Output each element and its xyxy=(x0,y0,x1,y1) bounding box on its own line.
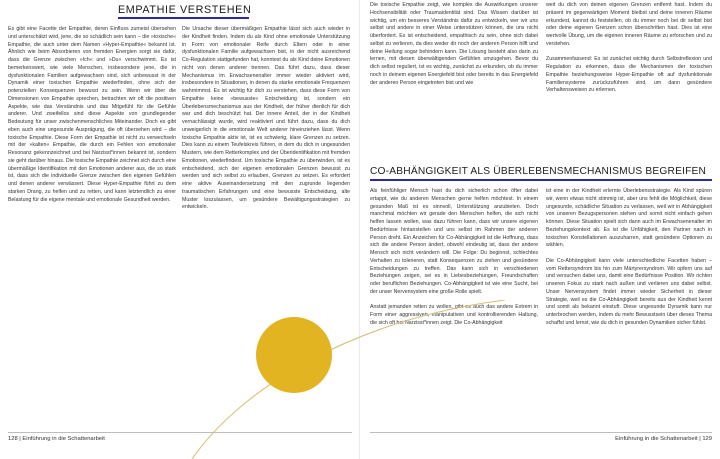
paragraph: Es gibt eine Facette der Empathie, deren Einfluss zumeist übersehen und unterschätzt wird, jene, die so schädlich sein kann – die »toxische« Empathie, die auch unter dem Namen »Hyper-Empathie« bekannt ist. Ähnlich wie beim Absorbieren von fremden Energien sorgt sie dafür, dass die Grenze zwischen »Ich« und »Du« verschwimmt. Es ist bemerkenswert, wie viele Menschen, insbesondere jene, die in dysfunktionalen Familien aufgewachsen sind, sich unbewusst in der Dynamik einer toxischen Empathie wiederfinden, ohne sich der potenziellen Konsequenzen bewusst zu sein. Wenn wir über die Dimensionen von Empathie sprechen, betrachten wir oft die positiven Aspekte, wie das Verständnis und das Mitgefühl für die Gefühle anderer. Und zweifellos sind diese Aspekte von grundlegender Bedeutung für unser zwischenmenschliches Miteinander. Doch es gibt eben auch eine ungesunde Ausprägung, die oft übersehen wird – die toxische Empathie. Diese Form der Empathie ist nicht zu verwechseln mit der »kalten« Empathie, die durch ein Fehlen von emotionaler Resonanz gekennzeichnet und bei Narzisst*innen bekannt ist, sondern sie geht darüber hinaus. Die toxische Empathie zeichnet sich durch eine übermäßige Identifikation mit den Emotionen anderer aus, die so stark ist, dass sich die individuelle Grenze zwischen den eigenen Gefühlen und denen anderer verwässert. Diese Hyper-Empathie führt zu dem starken Drang, zu helfen und zu retten, und kann letztendlich zu einer Belastung für die eigene mentale und emotionale Gesundheit werden. xyxy=(8,26,176,203)
paragraph: Die toxische Empathie zeigt, wie komplex die Auswirkungen unserer Hochsensibilität oder Traumaidentität sind. Das Wissen darüber ist wichtig, um ein besseres Verständnis dafür zu entwickeln, wer wir uns selbst und andere in einer Weise unterstützen können, die uns nicht überfordert. Es ist entscheidend, empathisch zu sein, ohne sich dabei selbst zu verlieren, da dies weder dir noch der anderen Person hilft und deine Heilung sogar behindern kann. Die Lösung besteht also darin zu lernen, mit diesen überwältigenden Gefühlen umzugehen. Bevor du dich selbst reguliert, ist es wichtig, zunächst zu erkunden, ob du immer noch in deinem eigenen Energiefeld bist oder bereits in das Energiefeld der anderen Person eingetreten bist und wie xyxy=(370,2,538,86)
paragraph: Anstatt jemanden retten zu wollen, gibt es auch das andere Extrem in Form einer aggressiven, manipulativen und kontrollierenden Haltung, die sich oft bei Narzisst*innen zeigt. Die Co-Abhängigkeit xyxy=(370,304,538,326)
page-number: 128 xyxy=(8,436,18,442)
footer-left xyxy=(8,436,105,442)
right-top-column-2 xyxy=(546,2,712,103)
paragraph: Als feinfühliger Mensch hast du dich sicherlich schon öfter dabei ertappt, wie du anderen Menschen gerne helfen möchtest. In einem gesunden Maß ist es sinnvoll, Unterstützung anzubieten. Doch manchmal möchten wir gerade den Menschen helfen, die sich nicht helfen lassen wollen, was dazu führen kann, dass wir unsere eigenen Bedürfnisse hintanstellen und uns selbst im Rahmen der anderen Person dreht. Ein Anzeichen für Co-Abhängigkeit ist die Hoffnung, dass sich die andere Person ändert, obwohl eindeutig ist, dass der andere Mensch sich nicht verändern will. Die Folge: Du beginnst, schlechtes Verhalten zu tolerieren, statt Konsequenzen zu ziehen und gesündere Entscheidungen zu treffen. Das kann sich in verschiedenen Beziehungen zeigen, sei es in Liebesbeziehungen, Freundschaften oder beruflichen Beziehungen. Co-Abhängigkeit ist wie eine Sucht, bei der unser Nervensystem eine große Rolle spielt. xyxy=(370,188,538,295)
page-heading-empathie: EMPATHIE VERSTEHEN xyxy=(118,4,252,16)
heading-underline xyxy=(118,17,249,19)
arc-line xyxy=(192,300,505,459)
footer-divider: | xyxy=(699,436,703,442)
section-heading-co-abhaengigkeit: CO-ABHÄNGIGKEIT ALS ÜBERLEBENSMECHANISMUS BEGREIFEN xyxy=(370,166,707,177)
footer-divider: | xyxy=(19,436,23,442)
right-top-column-1 xyxy=(370,2,538,95)
heading-underline xyxy=(370,179,712,181)
sun-arc-icon xyxy=(180,300,720,459)
paragraph: Die Ursache dieser übermäßigen Empathie lässt sich auch wieder in der Kindheit finden. Indem du als Kind ohne emotionale Unterstützung in Form von emotionaler Reife durch Eltern oder in einer dysfunktionalen Familie aufgewachsen bist, in der nicht ausreichend Co-Regulation stattgefunden hat, konntest du als Kind deine Emotionen nicht von denen anderer trennen. Das führt dazu, dass dieser Mechanismus im Erwachsenenalter immer wieder aktiviert wird, insbesondere in Situationen, in denen du starke emotionale Frequenzen wahrnimmst. Es ist wichtig für dich zu verstehen, dass diese Form von Empathie keine »bewusste« Entscheidung ist, sondern ein Überlebensmechanismus aus der Kindheit, der früher dienlich für dich war und dich beschützt hat. Der innere Anteil, der in der Kindheit vernachlässigt wurde, wird reaktiviert und führt dazu, dass du dich unweigerlich in die emotionale Welt anderer hineinziehen lässt. Wenn toxische Empathie aktiv ist, ist es schwierig, klare Grenzen zu setzen. Dies kann zu einem Teufelskreis führen, in dem du dich in ungesunden Mustern, wie dem Retterkomplex und der Überidentifikation mit fremden Emotionen, wiederfindest. Um toxische Empathie zu überwinden, ist es entscheidend, sich der eigenen emotionalen Grenzen bewusst zu werden und sich selbst zu erlauben, Grenzen zu setzen. Es erfordert eine aktive Auseinandersetzung mit den zugrunde liegenden traumatischen Erfahrungen und eine bewusste Entscheidung, alte Muster loszulassen, um gesündere Bewältigungsstrategien zu entwickeln. xyxy=(182,26,350,211)
footer-title: Einführung in die Schattenarbeit xyxy=(615,436,698,442)
paragraph: ist eine in der Kindheit erlernte Überlebensstrategie. Als Kind spüren wir, wenn etwas nicht stimmig ist, aber uns fehlt die Möglichkeit, diese ungesunde, schädliche Situation zu verlassen, weil wir in Abhängigkeit von unseren Bezugspersonen stehen und somit nicht einfach gehen können. Diese Situation spielt sich dann auch im Erwachsenenalter im Beziehungskontext ab. Es ist die Unfähigkeit, den Partner nach in toxischen Konstellationen auszuharren, statt gesündere Optionen zu wählen. xyxy=(546,188,712,249)
paragraph: weit du dich von deinen eigenen Grenzen entfernt hast. Indem du präsent im gegenwärtigen Moment bleibst und deine inneren Räume erkundest, kannst du feststellen, ob du immer noch bei dir selbst bist oder deine eigenen Grenzen schon überschritten hast. Dies ist eine wertvolle Übung, um die eigenen inneren Räume zu erforschen und zu verstehen. xyxy=(546,2,712,47)
left-column-1 xyxy=(8,26,176,212)
paragraph: Zusammenfassend: Es ist zunächst wichtig durch Selbstreflexion und Regulation zu erkennen, dass die Mechanismen der toxischen Empathie beziehungsweise Hyper-Empathie oft auf dysfunktionale Familiensysteme zurückzuführen sind, um dann gesündere Verhaltensweisen zu erlernen. xyxy=(546,56,712,94)
page-number: 129 xyxy=(702,436,712,442)
footer-title: Einführung in die Schattenarbeit xyxy=(22,436,105,442)
left-column-2 xyxy=(182,26,350,220)
sun-icon xyxy=(256,317,332,393)
paragraph: Die Co-Abhängigkeit kann viele unterschiedliche Facetten haben – vom Rettersyndrom bis hin zum Märtyrersyndrom. Wir opfern uns auf und versuchen dabei uns, damit eine Bedürfnisse Position. Wir richten unseren Fokus zu stark nach außen und verlieren uns dabei selbst. Unser Nervensystem findet immer wieder Sicherheit in dieser Strategie, weil es die Co-Abhängigkeit bereits aus der Kindheit kennt und somit als bekannt einstuft. Diese ungesunde Dynamik kann nur unterbrochen werden, indem du mehr Bewusstsein über dieses Thema schaffst und lernst, wie du dich in gesunden Dynamiken sicher fühlst. xyxy=(546,257,712,326)
